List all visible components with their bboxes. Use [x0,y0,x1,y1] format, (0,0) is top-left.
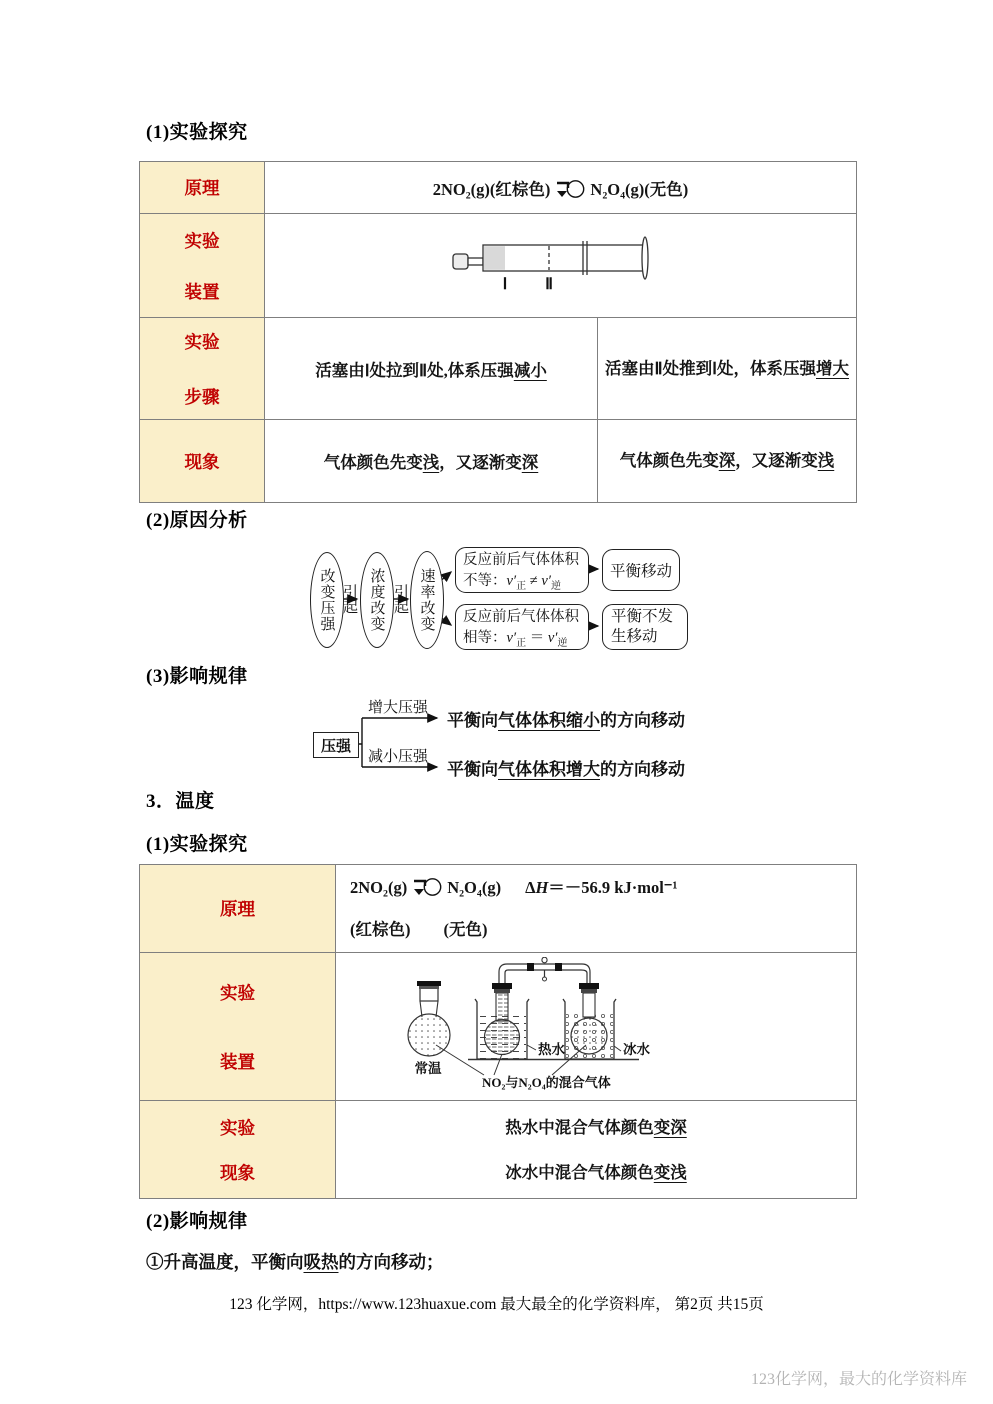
ice-water-beaker [563,983,616,1059]
equation: 2NO₂(g)(红棕色) N₂O₄(g)(无色) [432,179,689,199]
heading-influence-rule-pressure: (3)影响规律 [146,666,248,687]
case-equal-box: 反应前后气体体积 相等：$v'_正 = v'_逆$ [455,604,589,650]
pressure-rule-flowchart [280,690,760,790]
mixture-label: NO₂与N₂O₄的混合气体 [482,1074,611,1090]
steps-left-cell: 活塞由Ⅰ处拉到Ⅱ处,体系压强减小 [265,318,598,420]
row-label-phenomenon: 实验 现象 [140,1101,336,1199]
temperature-rule-item-1: ①升高温度，平衡向吸热的方向移动； [146,1252,444,1272]
blank-answer: 增大 [816,358,849,378]
heading-influence-rule-temperature: (2)影响规律 [146,1211,248,1232]
pressure-experiment-table [139,161,857,503]
principle-cell [265,162,857,214]
heading-experiment-1: (1)实验探究 [146,122,248,143]
table-row-device [140,214,857,318]
blank-answer: 气体体积增大 [498,760,600,779]
syringe-barrel [483,245,643,271]
principle-cell: 2NO₂(g) N₂O₄(g) ΔH＝－56.9 kJ·mol⁻¹ (红棕色) (无色) [336,865,857,953]
blank-answer: 变浅 [653,1162,687,1182]
row-label-phenomenon: 现象 [140,420,265,503]
table-row-principle [140,162,857,214]
blank-answer: 减小 [513,360,547,380]
blank-answer: 浅 [817,451,835,470]
table-row-device [140,953,857,1101]
row-label-principle: 原理 [140,162,265,214]
table-row-steps [140,318,857,420]
row-label-device: 实验 装置 [140,953,336,1101]
row-label-principle: 原理 [140,865,336,953]
syringe-diagram [451,234,671,292]
link-cause-2: 引起 [392,584,408,614]
temperature-experiment-table [139,864,857,1199]
device-cell [265,214,857,318]
gas-region [484,246,505,270]
blank-answer: 深 [521,453,539,472]
increase-pressure-result: 平衡向气体体积缩小的方向移动 [447,711,685,730]
blank-answer: 浅 [422,453,440,472]
phenomenon-right-cell: 气体颜色先变深，又逐渐变浅 [598,420,857,503]
cause-flowchart [280,535,700,665]
row-label-steps: 实验 步骤 [140,318,265,420]
steps-right-cell: 活塞由Ⅱ处推到Ⅰ处，体系压强增大 [598,318,857,420]
result-shift-box: 平衡移动 [602,549,680,591]
equilibrium-icon [412,876,442,898]
syringe-nozzle [468,258,483,265]
blank-answer: 深 [718,451,736,470]
node-rate-change: 速率改变 [410,551,444,649]
table-row-principle [140,865,857,953]
link-cause-1: 引起 [341,584,357,614]
heading-temperature: 3．温度 [146,791,215,812]
blank-answer: 变深 [653,1117,687,1137]
mark-I: Ⅰ [502,276,507,292]
flask-apparatus-diagram [402,957,742,1099]
equation: 2NO₂(g) N₂O₄(g) ΔH＝－56.9 kJ·mol⁻¹ [350,877,678,897]
decrease-pressure-label: 减小压强 [368,749,429,765]
room-temp-flask [408,981,450,1056]
decrease-pressure-result: 平衡向气体体积增大的方向移动 [447,760,685,779]
heading-cause-analysis: (2)原因分析 [146,510,248,531]
ice-water-label: 冰水 [623,1041,650,1057]
room-temp-label: 常温 [414,1060,442,1076]
heading-experiment-2: (1)实验探究 [146,834,248,855]
phenomenon-cell: 热水中混合气体颜色变深 冰水中混合气体颜色变浅 [336,1101,857,1199]
node-change-pressure: 改变压强 [310,552,344,648]
increase-pressure-label: 增大压强 [368,700,429,716]
row-label-device: 实验 装置 [140,214,265,318]
valve [527,957,562,981]
case-unequal-box: 反应前后气体体积 不等：$v'_正 \ne v'_逆$ [455,547,589,593]
result-no-shift-box: 平衡不发 生移动 [602,604,688,650]
node-concentration-change: 浓度改变 [360,552,394,648]
mark-II: Ⅱ [544,276,553,292]
blank-answer: 气体体积缩小 [498,711,600,730]
equilibrium-icon [555,178,585,200]
phenomenon-left-cell: 气体颜色先变浅，又逐渐变深 [265,420,598,503]
blank-answer: 吸热 [303,1252,339,1272]
enthalpy: ΔH＝－56.9 kJ·mol⁻¹ [525,877,678,897]
plunger-flange [642,237,648,279]
device-cell [336,953,857,1101]
table-row-phenomenon [140,1101,857,1199]
page-footer: 123 化学网，https://www.123huaxue.com 最大最全的化学资料库， 第2页 共15页 [229,1296,764,1313]
syringe-cap [453,254,468,269]
hot-water-beaker [475,983,529,1059]
table-row-phenomenon [140,420,857,503]
hot-water-label: 热水 [538,1041,565,1057]
pressure-root-box: 压强 [313,732,359,758]
watermark: 123化学网，最大的化学资料库 [750,1371,967,1388]
